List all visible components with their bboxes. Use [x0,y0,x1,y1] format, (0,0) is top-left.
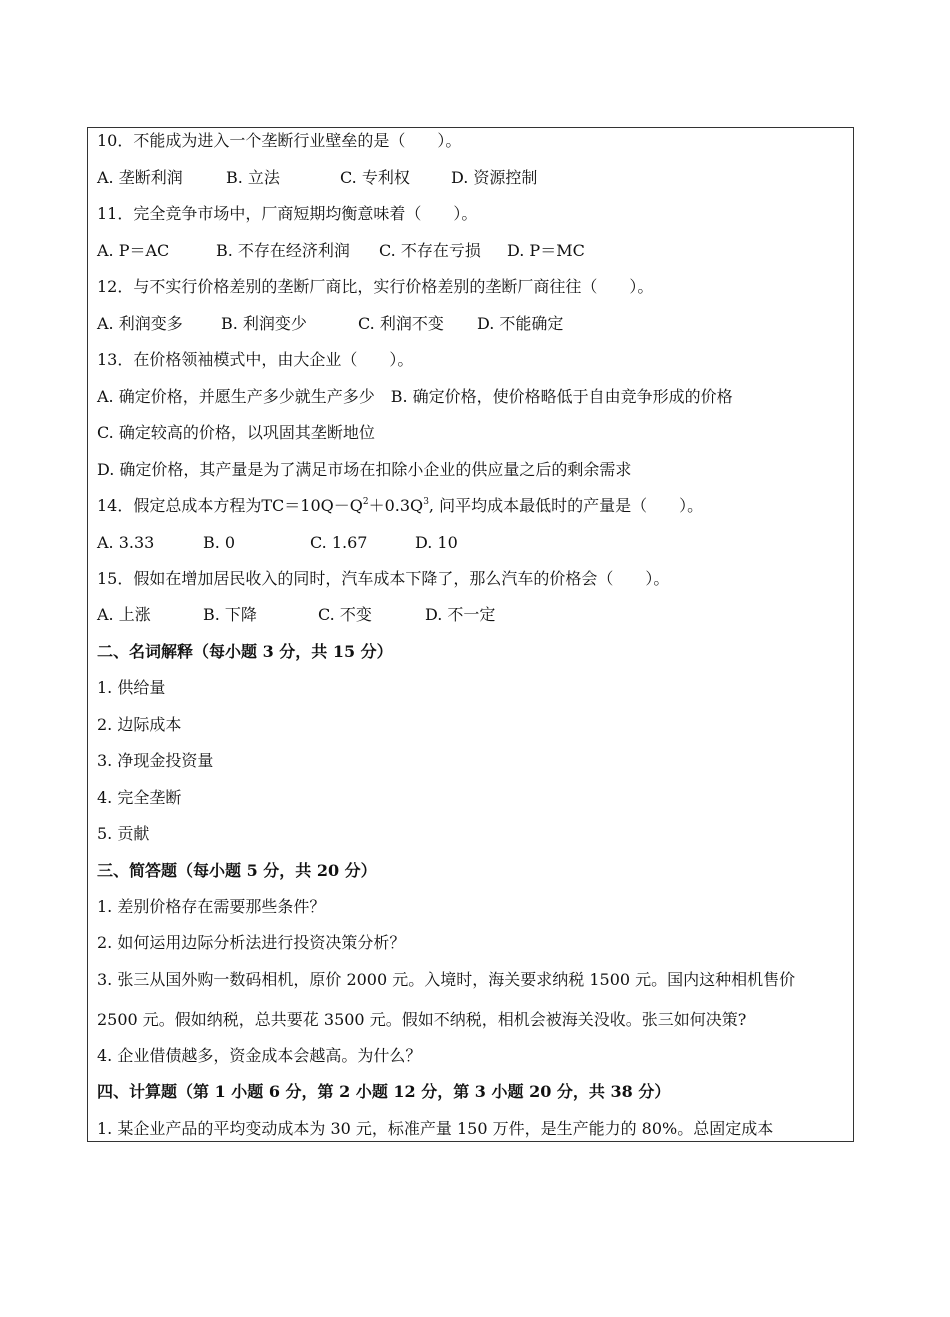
q10-option-c: C. 专利权 [340,168,410,187]
q12-option-d: D. 不能确定 [477,314,564,333]
section4-heading: 四、计算题（第 1 小题 6 分，第 2 小题 12 分，第 3 小题 20 分，共 38 分） [97,1082,671,1101]
q14-option-c: C. 1.67 [310,533,368,552]
q15-option-a: A. 上涨 [97,605,151,624]
q14-exponent-3: 3 [423,497,429,507]
section4-item: 1. 某企业产品的平均变动成本为 30 元，标准产量 150 万件，是生产能力的 80%。总固定成本 [97,1119,774,1138]
q10-stem: 10．不能成为进入一个垄断行业壁垒的是（ ）。 [97,131,462,150]
section3-heading: 三、简答题（每小题 5 分，共 20 分） [97,861,377,880]
q13-option-c: C. 确定较高的价格，以巩固其垄断地位 [97,423,375,442]
section2-item: 5. 贡献 [97,824,150,843]
q14-stem [97,496,703,516]
section2-item: 4. 完全垄断 [97,788,182,807]
section3-item: 2. 如何运用边际分析法进行投资决策分析？ [97,933,406,952]
section2-heading: 二、名词解释（每小题 3 分，共 15 分） [97,642,393,661]
q13-option-ab: A. 确定价格，并愿生产多少就生产多少 B. 确定价格，使价格略低于自由竞争形成的价格 [97,387,733,406]
q13-stem: 13．在价格领袖模式中，由大企业（ ）。 [97,350,414,369]
q11-option-a: A. P＝AC [97,241,170,260]
q11-option-b: B. 不存在经济利润 [216,241,350,260]
q15-option-b: B. 下降 [203,605,257,624]
q14-stem-part-b: ＋0.3Q [368,496,424,515]
q12-option-c: C. 利润不变 [358,314,444,333]
q10-option-d: D. 资源控制 [451,168,538,187]
q14-exponent-2: 2 [362,497,369,507]
q15-stem: 15．假如在增加居民收入的同时，汽车成本下降了，那么汽车的价格会（ ）。 [97,569,670,588]
q12-option-a: A. 利润变多 [97,314,183,333]
q13-option-d: D. 确定价格，其产量是为了满足市场在扣除小企业的供应量之后的剩余需求 [97,460,632,479]
section3-item: 4. 企业借债越多，资金成本会越高。为什么？ [97,1046,422,1065]
q10-option-a: A. 垄断利润 [97,168,183,187]
q14-option-a: A. 3.33 [97,533,155,552]
q14-option-b: B. 0 [203,533,236,552]
q11-option-c: C. 不存在亏损 [379,241,481,260]
q15-option-d: D. 不一定 [425,605,496,624]
q12-option-b: B. 利润变少 [221,314,307,333]
q10-option-b: B. 立法 [226,168,280,187]
section3-item: 3. 张三从国外购一数码相机，原价 2000 元。入境时，海关要求纳税 1500 元。国内这种相机售价 [97,970,796,989]
q11-option-d: D. P＝MC [507,241,585,260]
section2-item: 1. 供给量 [97,678,166,697]
section2-item: 3. 净现金投资量 [97,751,214,770]
q14-stem-part-a: 14．假定总成本方程为TC＝10Q－Q [97,496,363,515]
q14-stem-part-c: , 问平均成本最低时的产量是（ ）。 [428,496,704,515]
section2-item: 2. 边际成本 [97,715,182,734]
q11-stem: 11．完全竞争市场中，厂商短期均衡意味着（ ）。 [97,204,478,223]
q12-stem: 12．与不实行价格差别的垄断厂商比，实行价格差别的垄断厂商往往（ ）。 [97,277,654,296]
section3-item-continued: 2500 元。假如纳税，总共要花 3500 元。假如不纳税，相机会被海关没收。张三如何决策? [97,1010,747,1029]
q14-option-d: D. 10 [415,533,458,552]
q15-option-c: C. 不变 [318,605,372,624]
section3-item: 1. 差别价格存在需要那些条件？ [97,897,326,916]
